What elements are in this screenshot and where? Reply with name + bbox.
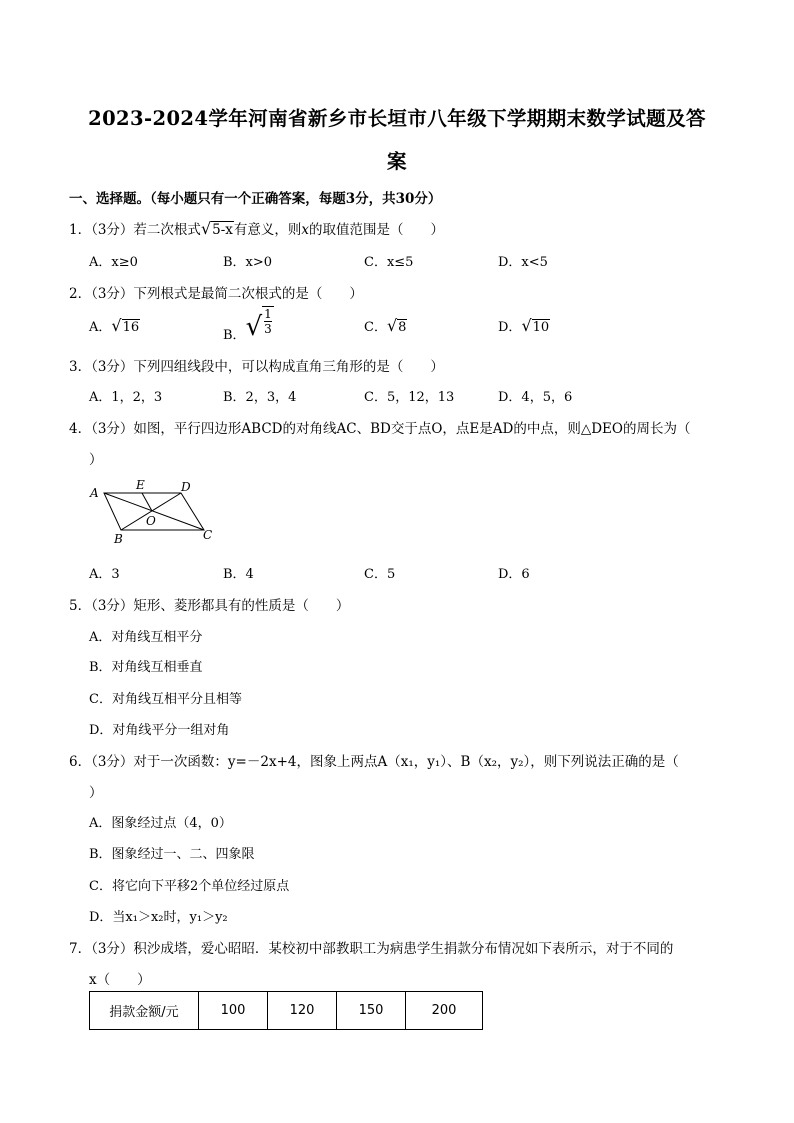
question-6-cont: ） xyxy=(89,785,103,801)
table-cell: 150 xyxy=(337,992,406,1030)
label-d: D xyxy=(181,480,191,494)
label-c: C xyxy=(203,528,213,542)
q5-option-b: B．对角线互相垂直 xyxy=(89,660,203,675)
label-e: E xyxy=(136,478,145,492)
parallelogram-figure xyxy=(86,478,221,546)
q1-radicand: 5-x xyxy=(212,222,233,238)
q1-option-b: B．x>0 xyxy=(223,255,273,270)
table-cell: 200 xyxy=(406,992,483,1030)
table-cell: 120 xyxy=(268,992,337,1030)
q1-option-d: D．x<5 xyxy=(498,255,548,270)
q2-frac-num: 1 xyxy=(264,307,272,321)
q2-option-d: D．√10 xyxy=(498,316,550,335)
q2-option-a: A．√16 xyxy=(89,316,140,335)
document-title: 2023-2024学年河南省新乡市长垣市八年级下学期期末数学试题及答 xyxy=(88,107,706,130)
q2-radicand-d: 10 xyxy=(532,320,550,335)
question-4-cont: ） xyxy=(89,452,103,468)
question-4: 4．（3分）如图，平行四边形ABCD的对角线AC、BD交于点O，点E是AD的中点，则△DEO的周长为（ xyxy=(69,421,691,437)
table-header-cell: 捐款金额/元 xyxy=(90,992,199,1030)
q3-option-d: D．4，5，6 xyxy=(498,390,573,405)
q6-option-d: D．当x₁＞x₂时，y₁＞y₂ xyxy=(89,910,228,925)
question-6: 6．（3分）对于一次函数：y=－2x+4，图象上两点A（x₁，y₁）、B（x₂，y₂），则下列说法正确的是（ xyxy=(69,754,679,770)
question-7-cont: x（ ） xyxy=(89,972,151,988)
q2-radicand-a: 16 xyxy=(122,320,140,335)
q6-option-b: B．图象经过一、二、四象限 xyxy=(89,847,255,862)
q2-frac-den: 3 xyxy=(264,322,272,336)
q5-option-d: D．对角线平分一组对角 xyxy=(89,723,230,738)
q1-var: x xyxy=(301,222,310,238)
label-a: A xyxy=(90,486,99,500)
table-cell: 100 xyxy=(199,992,268,1030)
q3-option-a: A．1，2，3 xyxy=(89,390,163,405)
document-title-cont: 案 xyxy=(387,150,407,173)
q4-option-b: B．4 xyxy=(223,567,254,582)
label-o: O xyxy=(146,514,156,528)
sqrt-expression: √5-x xyxy=(200,219,233,238)
question-1 xyxy=(69,218,444,238)
q1-stem-mid: 有意义，则 xyxy=(233,222,302,238)
question-3: 3．（3分）下列四组线段中，可以构成直角三角形的是（ ） xyxy=(69,359,444,375)
q5-option-c: C．对角线互相平分且相等 xyxy=(89,692,242,707)
q2-label-b: B． xyxy=(223,328,246,343)
q4-option-c: C．5 xyxy=(364,567,396,582)
q6-option-a: A．图象经过点（4，0） xyxy=(89,816,232,831)
q1-option-c: C．x≤5 xyxy=(364,255,414,270)
table-row xyxy=(90,992,483,1030)
question-2: 2．（3分）下列根式是最简二次根式的是（ ） xyxy=(69,286,363,302)
q2-option-b: B．√ $\frac{1}{3}$ xyxy=(223,307,272,343)
q2-label-c: C． xyxy=(364,320,387,335)
q1-option-a: A．x≥0 xyxy=(89,255,138,270)
q5-option-a: A．对角线互相平分 xyxy=(89,630,203,645)
q3-option-c: C．5，12，13 xyxy=(364,390,455,405)
q2-radicand-c: 8 xyxy=(398,320,407,335)
label-b: B xyxy=(114,532,123,546)
q1-stem-post: 的取值范围是（ ） xyxy=(309,222,445,238)
q1-stem-pre: 1．（3分）若二次根式 xyxy=(69,222,201,238)
question-7: 7．（3分）积沙成塔，爱心昭昭．某校初中部教职工为病患学生捐款分布情况如下表所示，对于不同的 xyxy=(69,941,674,957)
q4-option-d: D．6 xyxy=(498,567,530,582)
q2-label-a: A． xyxy=(89,320,112,335)
q2-label-d: D． xyxy=(498,320,522,335)
question-5: 5．（3分）矩形、菱形都具有的性质是（ ） xyxy=(69,598,350,614)
section-heading: 一、选择题。（每小题只有一个正确答案，每题3分，共30分） xyxy=(69,191,442,207)
q2-option-c: C．√8 xyxy=(364,316,407,335)
segment-eo xyxy=(142,493,152,511)
donation-table xyxy=(89,991,483,1030)
q6-option-c: C．将它向下平移2个单位经过原点 xyxy=(89,879,290,894)
q3-option-b: B．2，3，4 xyxy=(223,390,297,405)
q4-option-a: A．3 xyxy=(89,567,120,582)
